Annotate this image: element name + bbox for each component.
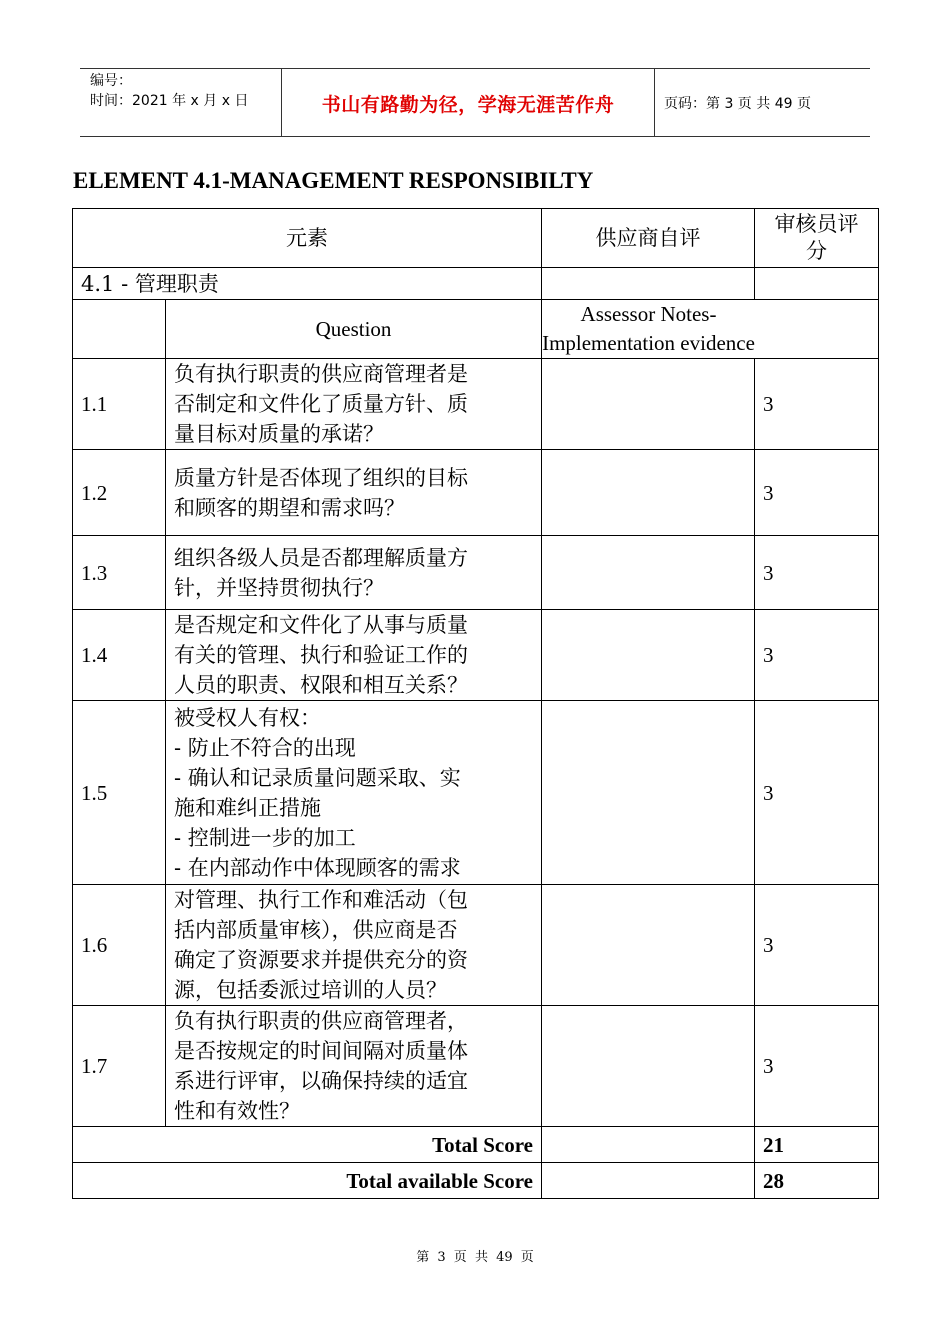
auditor-score: 3 (755, 885, 879, 1006)
question-line: 否制定和文件化了质量方针、质 (174, 392, 468, 416)
question-text (166, 885, 542, 1006)
question-text (166, 450, 542, 536)
question-row (73, 1006, 879, 1127)
question-line: 量目标对质量的承诺？ (174, 422, 384, 446)
auditor-score: 3 (755, 359, 879, 450)
section-label: 4.1 - 管理职责 (73, 268, 542, 300)
question-line: 确定了资源要求并提供充分的资 (174, 948, 468, 972)
empty-cell (755, 268, 879, 300)
header-auditor-score (755, 209, 879, 268)
header-motto: 书山有路勤为径，学海无涯苦作舟 (321, 94, 615, 116)
assessor-notes-cell (542, 610, 755, 701)
total-score-value: 21 (755, 1127, 879, 1163)
question-line: 和顾客的期望和需求吗？ (174, 495, 405, 520)
header-top-rule (80, 68, 870, 69)
question-line: 对管理、执行工作和难活动（包 (174, 888, 468, 912)
footer-part: 页 (520, 1250, 534, 1265)
empty-cell (542, 1127, 755, 1163)
question-rows (73, 359, 879, 1127)
question-row (73, 701, 879, 885)
question-line: 括内部质量审核），供应商是否 (174, 918, 458, 942)
empty-cell (73, 300, 166, 359)
question-line: 有关的管理、执行和验证工作的 (174, 643, 468, 667)
question-line: 施和难纠正措施 (174, 795, 321, 820)
footer-part: 页 (453, 1250, 467, 1265)
question-number: 1.7 (73, 1006, 166, 1127)
element-title: ELEMENT 4.1-MANAGEMENT RESPONSIBILTY (73, 168, 594, 193)
question-number: 1.1 (73, 359, 166, 450)
question-line: 源，包括委派过培训的人员？ (174, 978, 447, 1002)
header-auditor-score-line: 审核员评 (774, 212, 859, 236)
question-line: - 在内部动作中体现顾客的需求 (174, 855, 461, 880)
question-line: 是否按规定的时间间隔对质量体 (174, 1039, 468, 1063)
page-footer (0, 1246, 950, 1265)
question-text (166, 359, 542, 450)
assessor-notes-cell (542, 359, 755, 450)
header-page-info: 页码：第 3 页 共 49 页 (664, 96, 811, 112)
auditor-score: 3 (755, 610, 879, 701)
header-bottom-rule (80, 136, 870, 137)
question-line: - 确认和记录质量问题采取、实 (174, 765, 461, 790)
total-row (73, 1127, 879, 1163)
notes-header-line: Implementation evidence (542, 331, 755, 355)
question-line: - 控制进一步的加工 (174, 825, 356, 850)
footer-page-number: 3 (437, 1250, 446, 1265)
footer-part: 共 (474, 1250, 488, 1265)
question-row (73, 885, 879, 1006)
question-text (166, 536, 542, 610)
assessor-notes-cell (542, 1006, 755, 1127)
assessment-table (72, 208, 879, 1199)
question-number: 1.6 (73, 885, 166, 1006)
total-score-label: Total Score (73, 1127, 542, 1163)
assessor-notes-cell (542, 701, 755, 885)
empty-cell (542, 268, 755, 300)
question-line: 针，并坚持贯彻执行？ (174, 575, 384, 600)
question-line: 性和有效性？ (174, 1099, 300, 1123)
auditor-score: 3 (755, 1006, 879, 1127)
question-number: 1.2 (73, 450, 166, 536)
question-number: 1.4 (73, 610, 166, 701)
auditor-score: 3 (755, 701, 879, 885)
date-label: 时间：2021 年 x 月 x 日 (90, 93, 249, 109)
header-divider (654, 68, 655, 136)
header-auditor-score-line: 分 (806, 239, 827, 263)
question-line: 系进行评审，以确保持续的适宜 (174, 1069, 468, 1093)
question-row (73, 450, 879, 536)
section-row (73, 268, 879, 300)
notes-header (542, 300, 879, 359)
question-row (73, 536, 879, 610)
footer-total-pages: 49 (496, 1250, 513, 1265)
question-line: 负有执行职责的供应商管理者是 (174, 362, 468, 386)
question-line: 是否规定和文件化了从事与质量 (174, 613, 468, 637)
auditor-score: 3 (755, 450, 879, 536)
subheader-row (73, 300, 879, 359)
question-row (73, 610, 879, 701)
question-line: 质量方针是否体现了组织的目标 (174, 465, 468, 490)
question-row (73, 359, 879, 450)
available-score-label: Total available Score (73, 1163, 542, 1199)
question-line: 组织各级人员是否都理解质量方 (174, 545, 468, 570)
question-text (166, 610, 542, 701)
header-self-eval: 供应商自评 (542, 209, 755, 268)
doc-number-label: 编号： (90, 73, 132, 89)
question-line: 负有执行职责的供应商管理者， (174, 1009, 468, 1033)
question-number: 1.5 (73, 701, 166, 885)
notes-header-line: Assessor Notes- (580, 302, 717, 326)
question-number: 1.3 (73, 536, 166, 610)
footer-part: 第 (416, 1250, 430, 1265)
auditor-score: 3 (755, 536, 879, 610)
header-left (90, 71, 248, 111)
header-element: 元素 (73, 209, 542, 268)
question-header: Question (166, 300, 542, 359)
assessor-notes-cell (542, 536, 755, 610)
empty-cell (542, 1163, 755, 1199)
table-header-row (73, 209, 879, 268)
question-line: - 防止不符合的出现 (174, 735, 356, 760)
assessor-notes-cell (542, 450, 755, 536)
question-text (166, 701, 542, 885)
assessor-notes-cell (542, 885, 755, 1006)
available-score-value: 28 (755, 1163, 879, 1199)
question-text (166, 1006, 542, 1127)
available-row (73, 1163, 879, 1199)
question-line: 被受权人有权： (174, 705, 321, 730)
question-line: 人员的职责、权限和相互关系？ (174, 673, 468, 697)
